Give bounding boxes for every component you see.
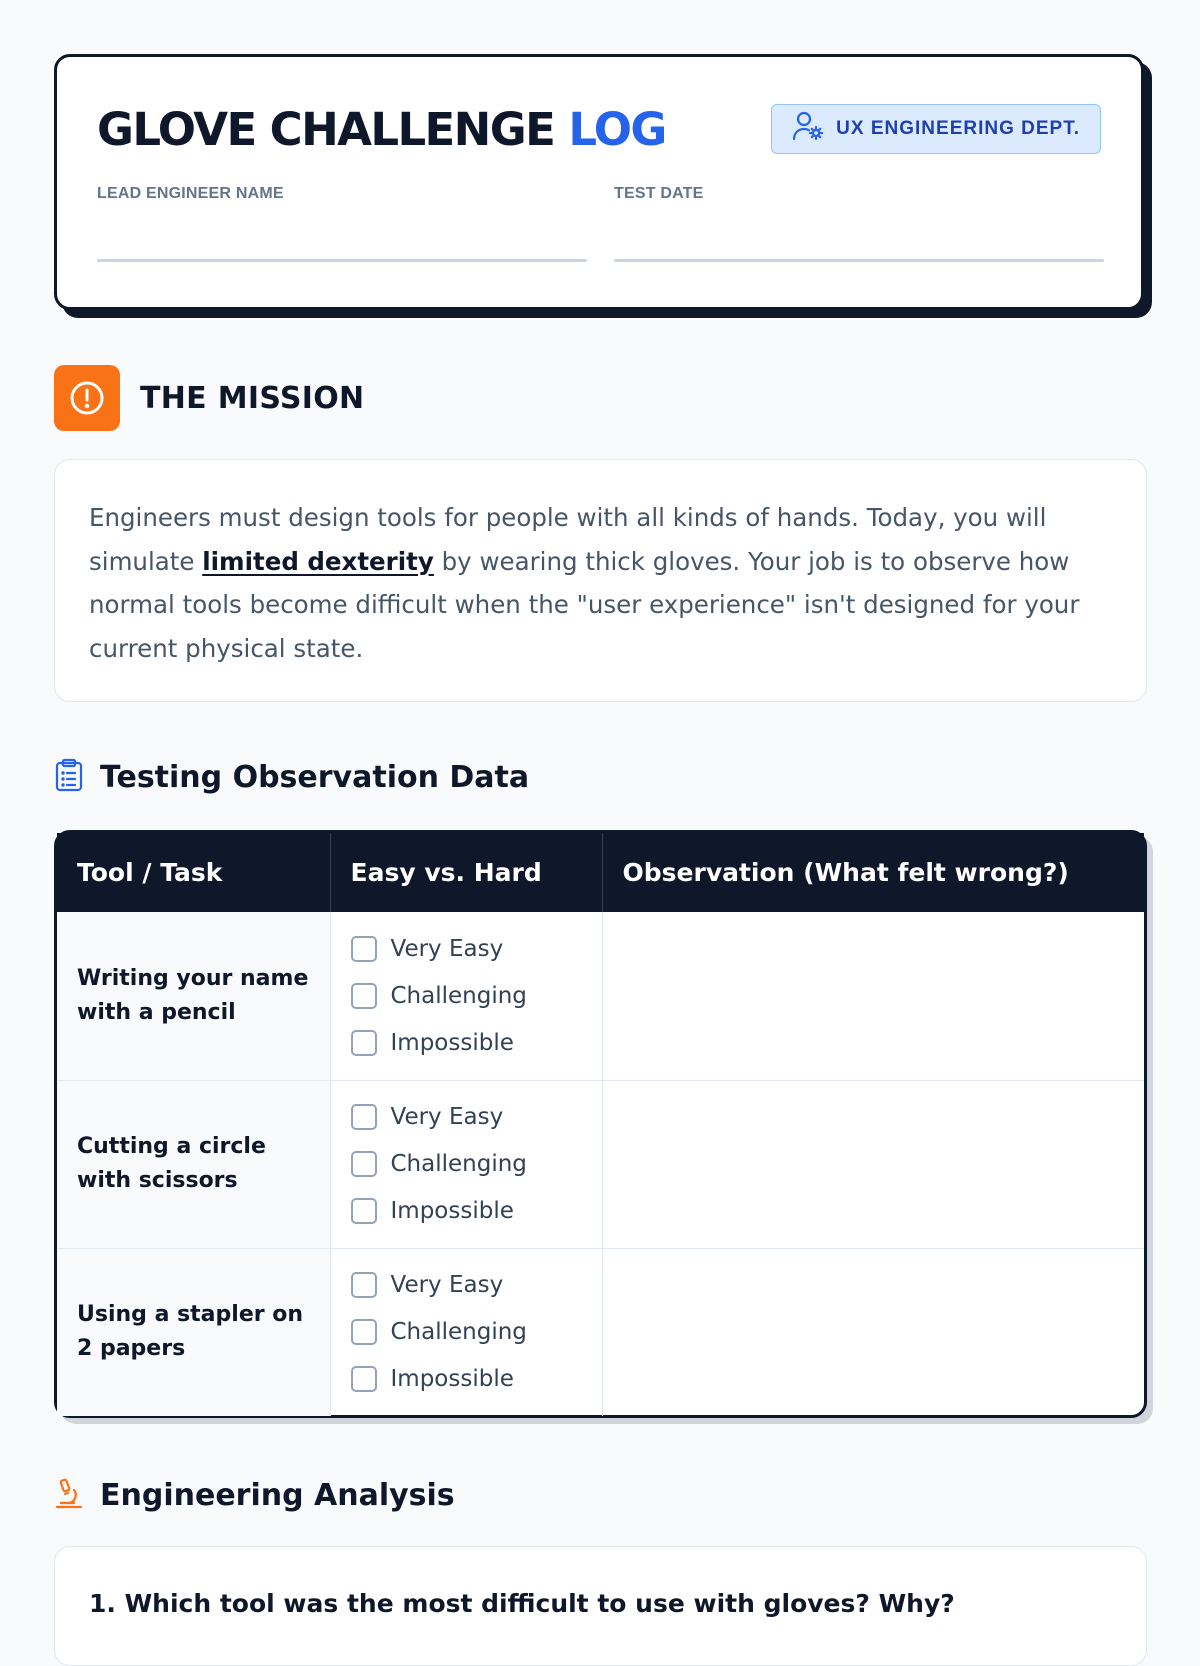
option-very-easy[interactable] [351,925,582,972]
checkbox[interactable] [351,1030,377,1056]
table-row [57,1080,1144,1248]
option-challenging[interactable] [351,1141,582,1188]
task-name: Writing your name with a pencil [77,965,309,1025]
analysis-title: Engineering Analysis [100,1478,455,1513]
checkbox[interactable] [351,1272,377,1298]
mission-text-part: by wearing thick gloves. Your job is to observe how normal tools become difficult when the "user experience" isn't designed for your current physical state. [89,546,1080,663]
mission-emphasis: limited dexterity [202,546,434,576]
checkbox[interactable] [351,1366,377,1392]
mission-text [89,496,1112,670]
analysis-heading [54,1476,455,1515]
analysis-question: 1. Which tool was the most difficult to use with gloves? Why? [89,1589,955,1618]
alert-circle-icon [54,365,120,431]
observation-cell[interactable] [602,1248,1144,1416]
option-challenging[interactable] [351,1309,582,1356]
task-cell [57,1248,330,1416]
page-title-main: GLOVE CHALLENGE [97,102,555,156]
option-very-easy[interactable] [351,1094,582,1141]
option-label: Challenging [390,982,527,1009]
option-label: Impossible [390,1198,514,1224]
table-header-row [57,833,1144,912]
checkbox[interactable] [351,983,377,1009]
option-label: Impossible [390,1366,514,1393]
observation-cell[interactable] [602,1080,1144,1248]
option-label: Very Easy [390,1104,504,1130]
option-impossible[interactable] [351,1188,582,1235]
checkbox[interactable] [351,936,377,962]
table-row [57,912,1144,1080]
task-cell [57,1080,330,1248]
mission-text-part: Engineers must design tools for people with all kinds of hands. Today, you will simulate [89,503,1047,576]
observation-table [54,830,1147,1418]
option-label: Challenging [390,1319,527,1346]
dept-badge [771,104,1101,154]
header-card [54,54,1144,310]
task-name: Cutting a circle with scissors [77,1134,266,1193]
observation-cell[interactable] [602,912,1144,1080]
rating-cell [330,1248,602,1416]
column-header-rating: Easy vs. Hard [330,833,602,912]
user-gear-icon [792,110,824,148]
option-very-easy[interactable] [351,1262,582,1309]
mission-heading [54,365,364,431]
option-label: Very Easy [390,935,504,962]
rating-cell [330,912,602,1080]
lead-engineer-field[interactable] [97,185,587,262]
page-title [97,103,666,156]
title-row [97,101,1101,157]
page-title-accent: LOG [568,102,666,156]
checkbox[interactable] [351,1319,377,1345]
option-challenging[interactable] [351,972,582,1019]
rating-cell [330,1080,602,1248]
option-label: Impossible [390,1029,514,1056]
mission-card [54,459,1147,702]
column-header-observation: Observation (What felt wrong?) [602,833,1144,912]
column-header-task: Tool / Task [57,833,330,912]
checkbox[interactable] [351,1198,377,1224]
task-cell [57,912,330,1080]
analysis-card [54,1546,1147,1666]
option-label: Challenging [390,1151,527,1177]
checkbox[interactable] [351,1104,377,1130]
option-impossible[interactable] [351,1356,582,1403]
microscope-icon [54,1476,84,1515]
table-row [57,1248,1144,1416]
test-date-field[interactable] [614,185,1104,262]
test-date-label: TEST DATE [614,185,704,202]
dept-badge-label: UX ENGINEERING DEPT. [836,118,1080,139]
option-label: Very Easy [390,1272,504,1299]
observation-title: Testing Observation Data [100,760,530,795]
lead-engineer-line[interactable] [97,259,587,262]
checkbox[interactable] [351,1151,377,1177]
observation-heading [54,758,529,797]
clipboard-list-icon [54,758,84,797]
option-impossible[interactable] [351,1019,582,1066]
mission-title: THE MISSION [140,380,365,416]
lead-engineer-label: LEAD ENGINEER NAME [97,185,284,202]
test-date-line[interactable] [614,259,1104,262]
task-name: Using a stapler on 2 papers [77,1302,304,1362]
